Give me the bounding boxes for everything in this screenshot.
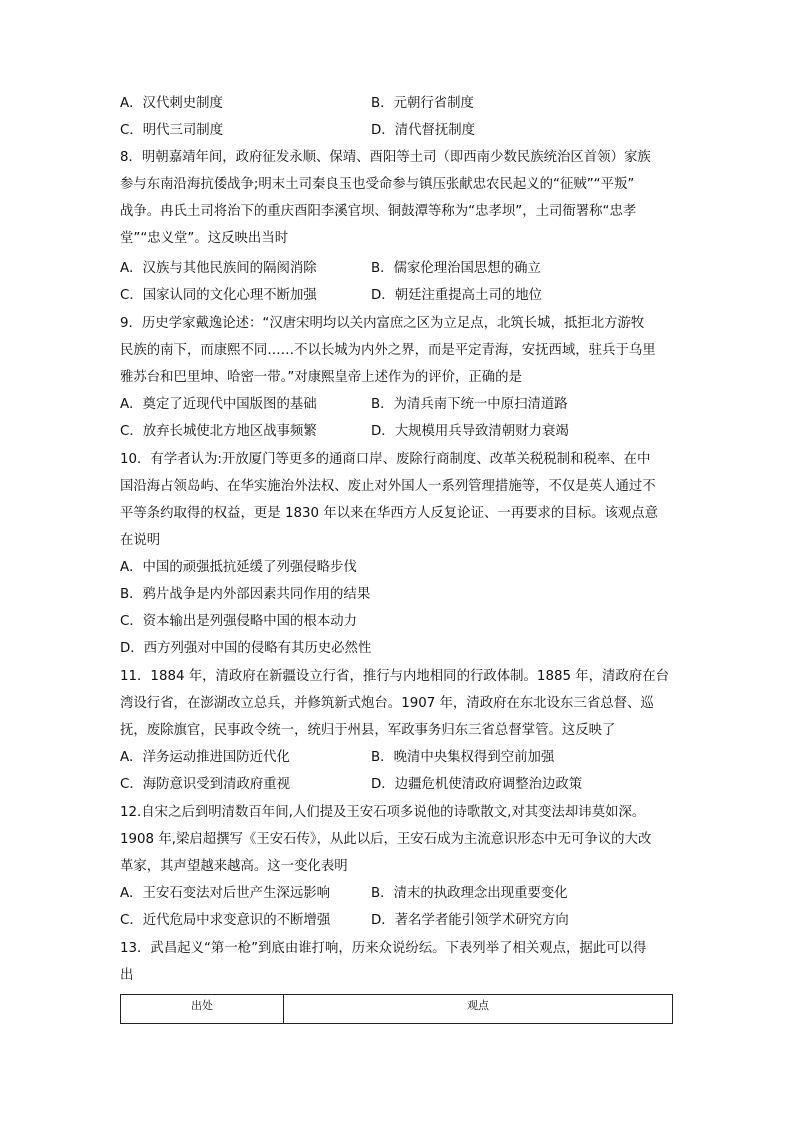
table-header-viewpoint: 观点 <box>284 995 673 1024</box>
q12-option-c: C．近代危局中求变意识的不断增强 <box>120 913 331 928</box>
q11-option-b: B．晚清中央集权得到空前加强 <box>371 750 555 765</box>
q10-stem-line: 10．有学者认为:开放厦门等更多的通商口岸、废除行商制度、改革关税税制和税率、在中 <box>120 452 651 467</box>
q8-stem-line: 战争。冉氏土司将治下的重庆酉阳李溪官坝、铜鼓潭等称为“忠孝坝”，土司衙署称“忠孝 <box>120 204 637 219</box>
q7-option-b: B．元朝行省制度 <box>371 96 474 111</box>
q9-stem-line: 雅苏台和巴里坤、哈密一带。”对康熙皇帝上述作为的评价，正确的是 <box>120 370 522 385</box>
q12-option-d: D．著名学者能引领学术研究方向 <box>371 913 569 928</box>
q8-stem-line: 8．明朝嘉靖年间，政府征发永顺、保靖、酉阳等土司（即西南少数民族统治区首领）家族 <box>120 150 651 165</box>
q8-option-d: D．朝廷注重提高土司的地位 <box>371 288 542 303</box>
q8-stem-line: 参与东南沿海抗倭战争;明末土司秦良玉也受命参与镇压张献忠农民起义的“征贼”“平叛” <box>120 177 635 192</box>
q11-option-c: C．海防意识受到清政府重视 <box>120 777 291 792</box>
q10-stem-line: 国沿海占领岛屿、在华实施治外法权、废止对外国人一系列管理措施等，不仅是英人通过不 <box>120 479 656 494</box>
q8-option-b: B．儒家伦理治国思想的确立 <box>371 261 541 276</box>
q9-stem-line: 9．历史学家戴逸论述：“汉唐宋明均以关内富庶之区为立足点，北筑长城，抵拒北方游牧 <box>120 316 645 331</box>
q8-option-c: C．国家认同的文化心理不断加强 <box>120 288 317 303</box>
q7-option-c: C．明代三司制度 <box>120 123 224 138</box>
q12-option-a: A．王安石变法对后世产生深远影响 <box>120 886 331 901</box>
q12-stem-line: 1908 年,梁启超撰写《王安石传》，从此以后，王安石成为主流意识形态中无可争议的大改 <box>120 832 652 847</box>
q7-option-d: D．清代督抚制度 <box>371 123 476 138</box>
q12-option-b: B．清末的执政理念出现重要变化 <box>371 886 568 901</box>
q10-option-b: B．鸦片战争是内外部因素共同作用的结果 <box>120 587 371 602</box>
q9-stem-line: 民族的南下，而康熙不同……不以长城为内外之界，而是平定青海，安抚西域，驻兵于乌里 <box>120 343 656 358</box>
q10-stem-line: 平等条约取得的权益，更是 1830 年以来在华西方人反复论证、一再要求的目标。该观点意 <box>120 506 659 521</box>
q7-option-a: A．汉代刺史制度 <box>120 96 223 111</box>
q8-stem-line: 堂”“忠义堂”。这反映出当时 <box>120 231 289 246</box>
q11-stem-line: 湾设行省，在澎湖改立总兵，并修筑新式炮台。1907 年，清政府在东北设东三省总督、巡 <box>120 696 654 711</box>
q13-stem-line: 13．武昌起义“第一枪”到底由谁打响，历来众说纷纭。下表列举了相关观点，据此可以得 <box>120 941 647 956</box>
q9-option-a: A．奠定了近现代中国版图的基础 <box>120 397 317 412</box>
q8-option-a: A．汉族与其他民族间的隔阂消除 <box>120 261 317 276</box>
q10-stem-line: 在说明 <box>120 533 161 548</box>
q11-option-a: A．洋务运动推进国防近代化 <box>120 750 290 765</box>
table-header-source: 出处 <box>121 995 284 1024</box>
q13-source-table <box>120 994 673 1024</box>
q12-stem-line: 12.自宋之后到明清数百年间,人们提及王安石项多说他的诗歌散文,对其变法却讳莫如深。 <box>120 805 646 820</box>
q10-option-d: D．西方列强对中国的侵略有其历史必然性 <box>120 641 372 656</box>
q9-option-d: D．大规模用兵导致清朝财力衰竭 <box>371 424 569 439</box>
q11-stem-line: 11．1884 年，清政府在新疆设立行省，推行与内地相同的行政体制。1885 年，清政府在台 <box>120 669 669 684</box>
q10-option-a: A．中国的顽强抵抗延缓了列强侵略步伐 <box>120 560 357 575</box>
q12-stem-line: 革家，其声望越来越高。这一变化表明 <box>120 859 348 874</box>
q9-option-c: C．放弃长城使北方地区战事频繁 <box>120 424 317 439</box>
table-header-row <box>121 995 673 1024</box>
q11-option-d: D．边疆危机使清政府调整治边政策 <box>371 777 583 792</box>
q13-stem-line: 出 <box>120 968 134 983</box>
q11-stem-line: 抚，废除旗官，民事政令统一，统归于州县，军政事务归东三省总督掌管。这反映了 <box>120 723 616 738</box>
q10-option-c: C．资本输出是列强侵略中国的根本动力 <box>120 614 357 629</box>
q9-option-b: B．为清兵南下统一中原扫清道路 <box>371 397 568 412</box>
